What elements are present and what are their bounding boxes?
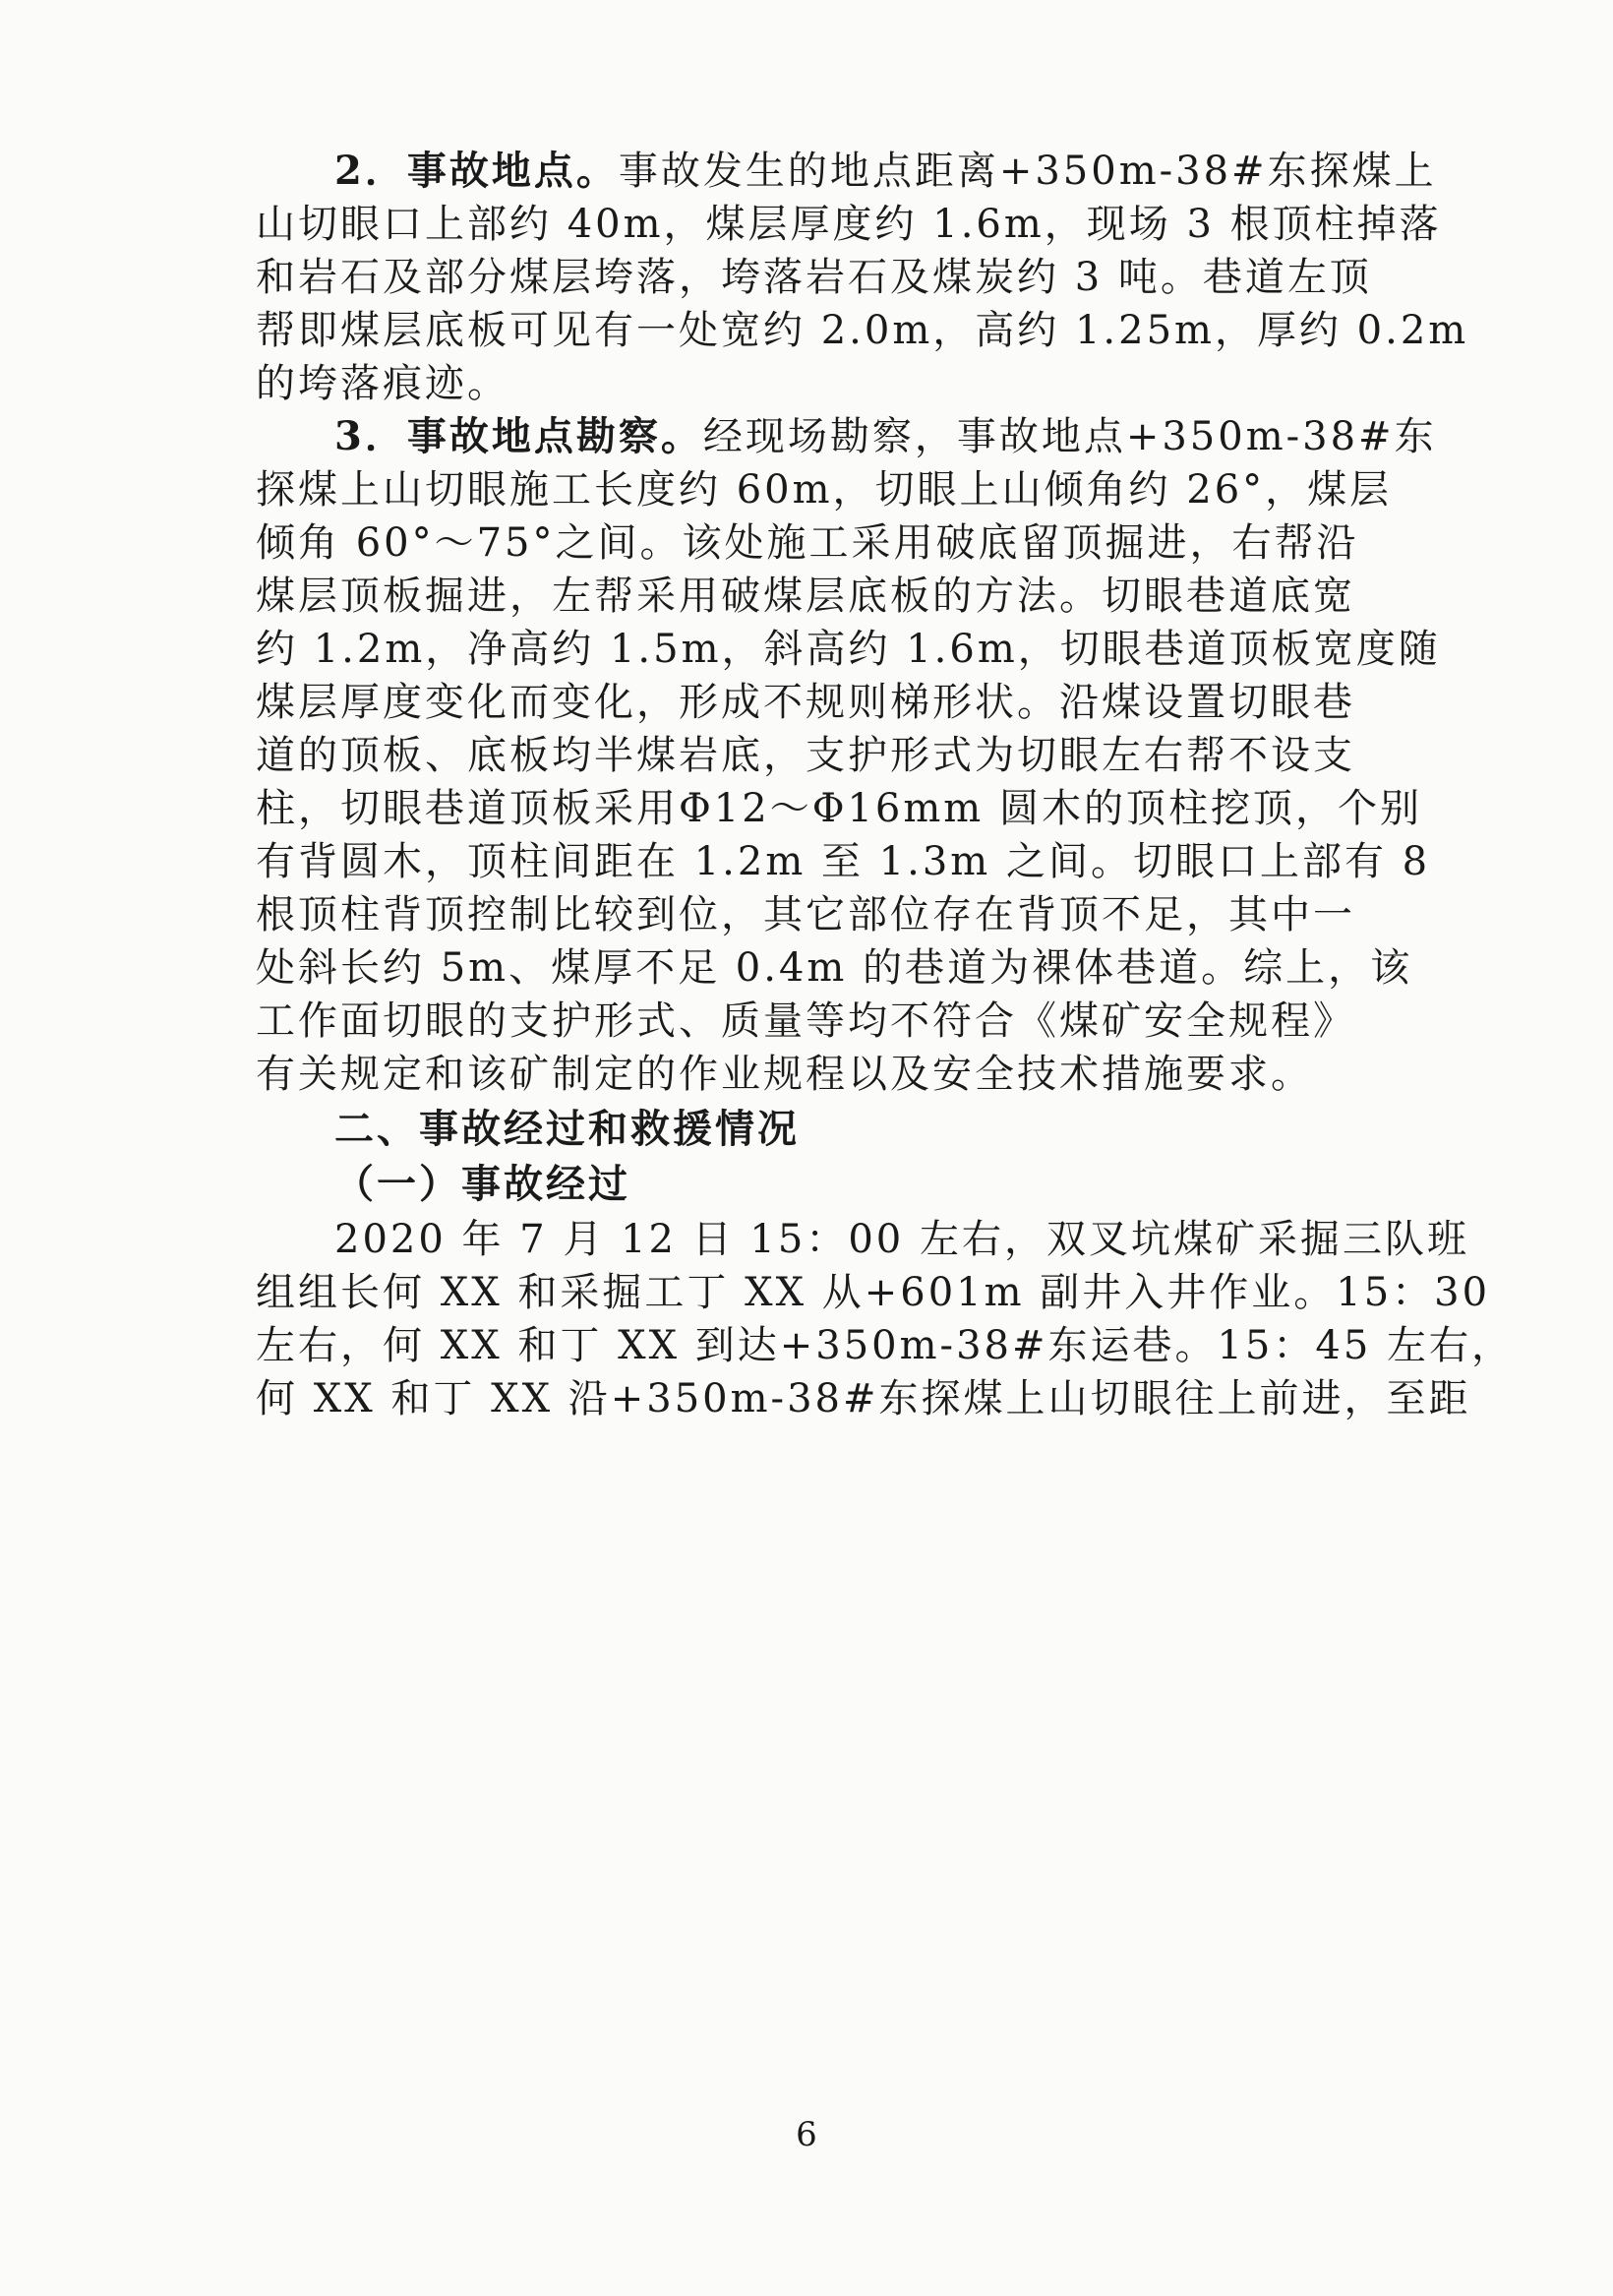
text-line (256, 1322, 1514, 1369)
line-text: 处斜长约 5m、煤厚不足 0.4m 的巷道为裸体巷道。综上，该 (256, 945, 1413, 991)
text-line (256, 519, 1359, 567)
text-line (256, 944, 1412, 992)
text-line (256, 997, 1355, 1045)
line-text: 山切眼口上部约 40m，煤层厚度约 1.6m，现场 3 根顶柱掉落 (256, 202, 1442, 247)
text-line (256, 201, 1442, 248)
text-line (256, 573, 1355, 620)
line-text: 根顶柱背顶控制比较到位，其它部位存在背顶不足，其中一 (256, 892, 1355, 937)
text-line (256, 1375, 1471, 1422)
text-line (256, 1269, 1490, 1316)
line-text: 柱，切眼巷道顶板采用Φ12～Φ16mm 圆木的顶柱挖顶，个别 (256, 786, 1422, 831)
subsection-heading (334, 1161, 630, 1208)
text-line (256, 360, 509, 407)
line-text: 约 1.2m，净高约 1.5m，斜高约 1.6m，切眼巷道顶板宽度随 (256, 627, 1441, 672)
line-text: 倾角 60°～75°之间。该处施工采用破底留顶掘进，右帮沿 (256, 520, 1359, 566)
line-text: 探煤上山切眼施工长度约 60m，切眼上山倾角约 26°，煤层 (256, 467, 1393, 513)
line-text: 的垮落痕迹。 (256, 361, 509, 406)
line-text: 有关规定和该矿制定的作业规程以及安全技术措施要求。 (256, 1052, 1313, 1097)
line-text: 有背圆木，顶柱间距在 1.2m 至 1.3m 之间。切眼口上部有 8 (256, 839, 1431, 884)
heading-inspection: 3．事故地点勘察。 (334, 413, 703, 459)
text-line (256, 307, 1468, 354)
line-text: 煤层厚度变化而变化，形成不规则梯形状。沿煤设置切眼巷 (256, 680, 1355, 725)
line-text: 事故发生的地点距离+350m-38#东探煤上 (618, 149, 1437, 194)
line-text: 道的顶板、底板均半煤岩底，支护形式为切眼左右帮不设支 (256, 733, 1355, 778)
page-number: 6 (796, 2115, 817, 2154)
line-text: 何 XX 和丁 XX 沿+350m-38#东探煤上山切眼往上前进，至距 (256, 1376, 1471, 1421)
line-text: 经现场勘察，事故地点+350m-38#东 (702, 414, 1437, 459)
text-line (256, 254, 1372, 301)
line-text: 煤层顶板掘进，左帮采用破煤层底板的方法。切眼巷道底宽 (256, 574, 1355, 619)
text-line (256, 732, 1355, 779)
line-text: 工作面切眼的支护形式、质量等均不符合《煤矿安全规程》 (256, 998, 1355, 1044)
text-line (256, 1051, 1313, 1098)
text-line (256, 679, 1355, 726)
section-title: 二、事故经过和救援情况 (334, 1106, 800, 1152)
line-text: 和岩石及部分煤层垮落，垮落岩石及煤炭约 3 吨。巷道左顶 (256, 255, 1372, 300)
text-line (334, 1216, 1469, 1263)
text-line (334, 148, 1437, 195)
line-text: 组组长何 XX 和采掘工丁 XX 从+601m 副井入井作业。15：30 (256, 1270, 1491, 1315)
line-text: 2020 年 7 月 12 日 15：00 左右，双叉坑煤矿采掘三队班 (334, 1217, 1469, 1262)
subsection-title: （一）事故经过 (334, 1161, 630, 1207)
heading-location: 2．事故地点。 (334, 148, 619, 194)
section-heading (334, 1106, 800, 1153)
text-line (256, 626, 1441, 673)
text-line (334, 413, 1437, 460)
text-line (256, 785, 1422, 832)
text-line (256, 891, 1355, 938)
line-text: 左右，何 XX 和丁 XX 到达+350m-38#东运巷。15：45 左右， (256, 1323, 1514, 1368)
line-text: 帮即煤层底板可见有一处宽约 2.0m，高约 1.25m，厚约 0.2m (256, 308, 1469, 353)
text-line (256, 466, 1392, 514)
text-line (256, 838, 1430, 885)
